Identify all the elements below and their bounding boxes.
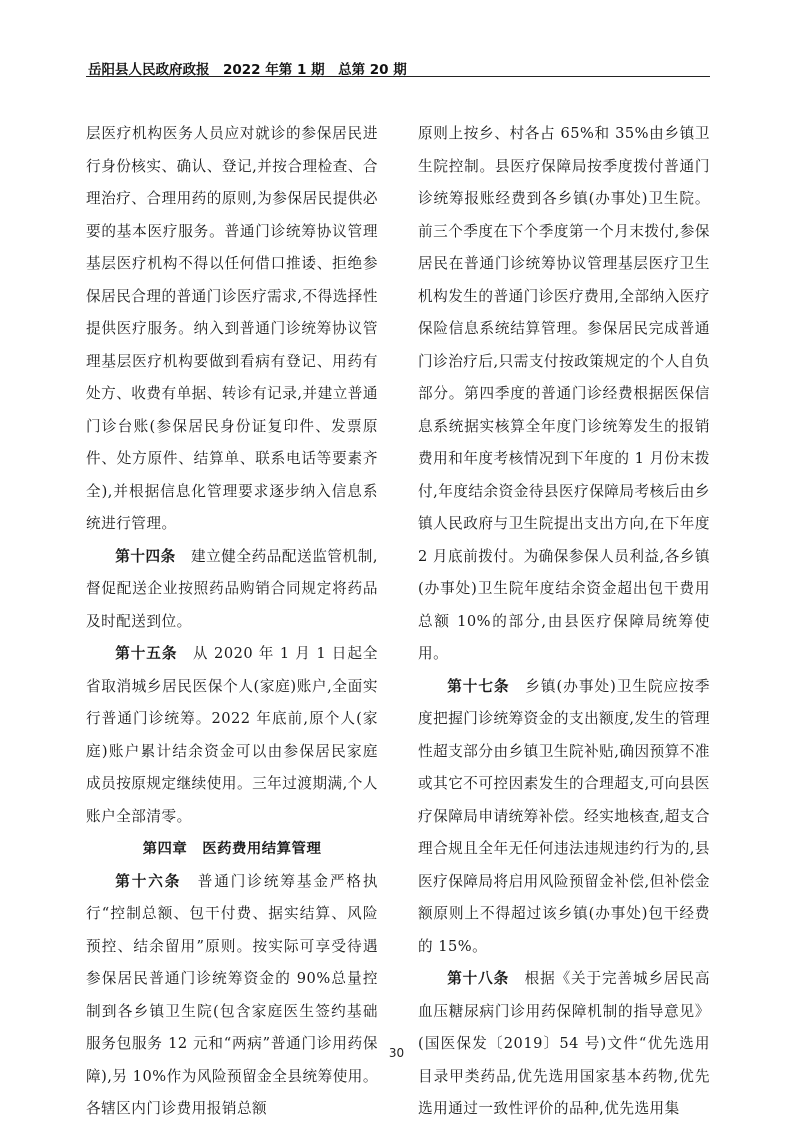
article-16-label: 第十六条 bbox=[115, 872, 182, 890]
page-header: 岳阳县人民政府政报 2022 年第 1 期 总第 20 期 bbox=[88, 62, 407, 78]
article-14-text: 建立健全药品配送监管机制,督促配送企业按照药品购销合同规定将药品及时配送到位。 bbox=[86, 547, 378, 630]
article-14-label: 第十四条 bbox=[115, 547, 176, 565]
header-divider bbox=[86, 76, 710, 77]
article-17 bbox=[418, 671, 710, 964]
paragraph-continued: 原则上按乡、村各占 65%和 35%由乡镇卫生院控制。县医疗保障局按季度拨付普通门诊统筹报账经费到各乡镇(办事处)卫生院。前三个季度在下个季度第一个月末拨付,参保居民在普通门诊统筹协议管理基层医疗卫生机构发生的普通门诊医疗费用,全部纳入医疗保险信息系统结算管理。参保居民完成普通门诊治疗后,只需支付按政策规定的个人自负部分。第四季度的普通门诊经费根据医保信息系统据实核算全年度门诊统筹发生的报销费用和年度考核情况到下年度的 1 月份末拨付,年度结余资金待县医疗保障局考核后由乡镇人民政府与卫生院提出支出方向,在下年度 2 月底前拨付。为确保参保人员利益,各乡镇(办事处)卫生院年度结余资金超出包干费用总额 10%的部分,由县医疗保障局统筹使用。 bbox=[418, 125, 710, 662]
article-15-label: 第十五条 bbox=[115, 645, 178, 662]
article-18-label: 第十八条 bbox=[447, 970, 510, 987]
right-column bbox=[418, 118, 710, 1126]
article-14 bbox=[86, 541, 378, 639]
article-16 bbox=[86, 866, 378, 1126]
page-number: 30 bbox=[388, 1046, 405, 1060]
article-16-text: 普通门诊统筹基金严格执行“控制总额、包干付费、据实结算、风险预控、结余留用”原则。按实际可享受待遇参保居民普通门诊统筹资金的 90%总量控制到各乡镇卫生院(包含家庭医生签约基础服务包服务 12 元和“两病”普通门诊用药保障),另 10%作为风险预留金全县统筹使用。各辖区内门诊费用报销总额 bbox=[86, 872, 378, 1117]
chapter-heading: 第四章 医药费用结算管理 bbox=[142, 841, 322, 857]
article-17-text: 乡镇(办事处)卫生院应按季度把握门诊统筹资金的支出额度,发生的管理性超支部分由乡镇卫生院补贴,确因预算不准或其它不可控因素发生的合理超支,可向县医疗保障局申请统筹补偿。经实地核查,超支合理合规且全年无任何违法违规违约行为的,县医疗保障局将启用风险预留金补偿,但补偿金额原则上不得超过该乡镇(办事处)包干经费的 15%。 bbox=[418, 677, 710, 955]
article-18 bbox=[418, 963, 710, 1126]
article-17-label: 第十七条 bbox=[447, 677, 510, 695]
article-18-text: 根据《关于完善城乡居民高血压糖尿病门诊用药保障机制的指导意见》(国医保发〔2019〕54 号)文件“优先选用目录甲类药品,优先选用国家基本药物,优先选用通过一致性评价的品种,优先选用集 bbox=[418, 970, 710, 1117]
article-15-text: 从 2020 年 1 月 1 日起全省取消城乡居民医保个人(家庭)账户,全面实行普通门诊统筹。2022 年底前,原个人(家庭)账户累计结余资金可以由参保居民家庭成员按原规定继续使用。三年过渡期满,个人账户全部清零。 bbox=[86, 645, 378, 825]
paragraph-continued: 层医疗机构医务人员应对就诊的参保居民进行身份核实、确认、登记,并按合理检查、合理治疗、合理用药的原则,为参保居民提供必要的基本医疗服务。普通门诊统筹协议管理基层医疗机构不得以任何借口推诿、拒绝参保居民合理的普通门诊医疗需求,不得选择性提供医疗服务。纳入到普通门诊统筹协议管理基层医疗机构要做到看病有登记、用药有处方、收费有单据、转诊有记录,并建立普通门诊台账(参保居民身份证复印件、发票原件、处方原件、结算单、联系电话等要素齐全),并根据信息化管理要求逐步纳入信息系统进行管理。 bbox=[86, 125, 378, 532]
article-15 bbox=[86, 638, 378, 833]
left-column bbox=[86, 118, 378, 1126]
